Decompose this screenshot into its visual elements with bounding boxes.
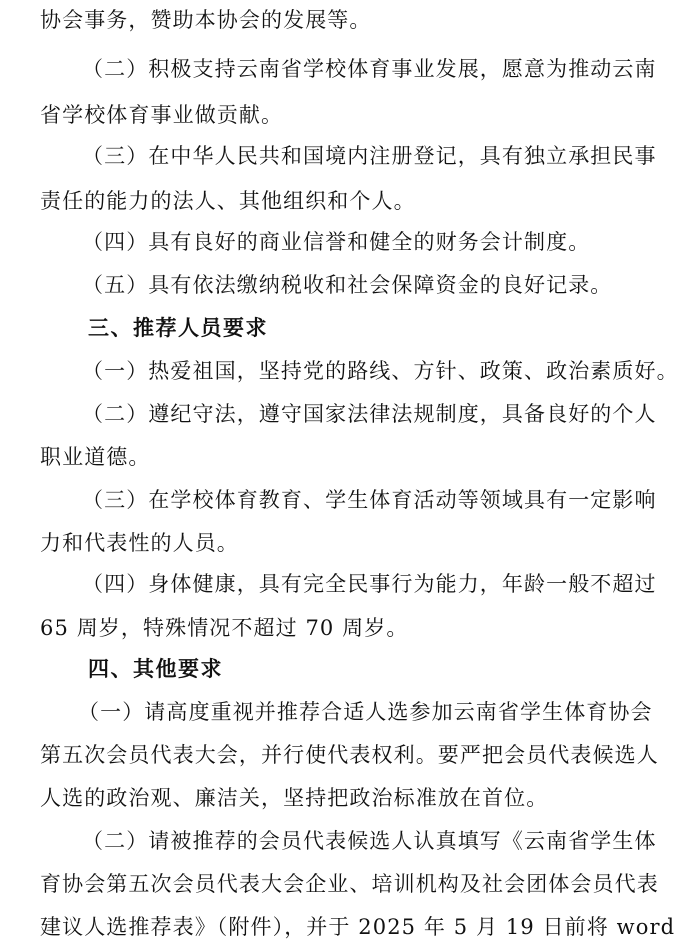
text-line-2: （二）积极支持云南省学校体育事业发展，愿意为推动云南 xyxy=(82,57,657,81)
text-line-1: 协会事务，赞助本协会的发展等。 xyxy=(40,8,372,32)
text-line-5: 责任的能力的法人、其他组织和个人。 xyxy=(40,189,416,213)
text-line-22: 建议人选推荐表》（附件），并于 2025 年 5 月 19 日前将 word xyxy=(40,915,676,939)
text-line-14: （四）身体健康，具有完全民事行为能力，年龄一般不超过 xyxy=(82,572,657,596)
text-line-19: 人选的政治观、廉洁关，坚持把政治标准放在首位。 xyxy=(40,786,549,810)
text-line-4: （三）在中华人民共和国境内注册登记，具有独立承担民事 xyxy=(82,144,657,168)
text-line-3: 省学校体育事业做贡献。 xyxy=(40,103,284,127)
text-line-18: 第五次会员代表大会，并行使代表权利。要严把会员代表候选人 xyxy=(40,743,659,767)
text-line-6: （四）具有良好的商业信誉和健全的财务会计制度。 xyxy=(82,230,591,254)
text-line-21: 育协会第五次会员代表大会企业、培训机构及社会团体会员代表 xyxy=(40,872,659,896)
text-line-7: （五）具有依法缴纳税收和社会保障资金的良好记录。 xyxy=(82,273,613,297)
text-line-9: （一）热爱祖国，坚持党的路线、方针、政策、政治素质好。 xyxy=(82,359,679,383)
text-line-10: （二）遵纪守法，遵守国家法律法规制度，具备良好的个人 xyxy=(82,402,657,426)
text-line-17: （一）请高度重视并推荐合适人选参加云南省学生体育协会 xyxy=(78,700,653,724)
text-line-12: （三）在学校体育教育、学生体育活动等领域具有一定影响 xyxy=(82,488,657,512)
text-line-13: 力和代表性的人员。 xyxy=(40,531,239,555)
text-line-11: 职业道德。 xyxy=(40,445,151,469)
section-heading-3: 三、推荐人员要求 xyxy=(88,316,268,340)
text-line-20: （二）请被推荐的会员代表候选人认真填写《云南省学生体 xyxy=(82,829,657,853)
section-heading-4: 四、其他要求 xyxy=(88,657,223,681)
text-line-15: 65 周岁，特殊情况不超过 70 周岁。 xyxy=(40,616,409,640)
